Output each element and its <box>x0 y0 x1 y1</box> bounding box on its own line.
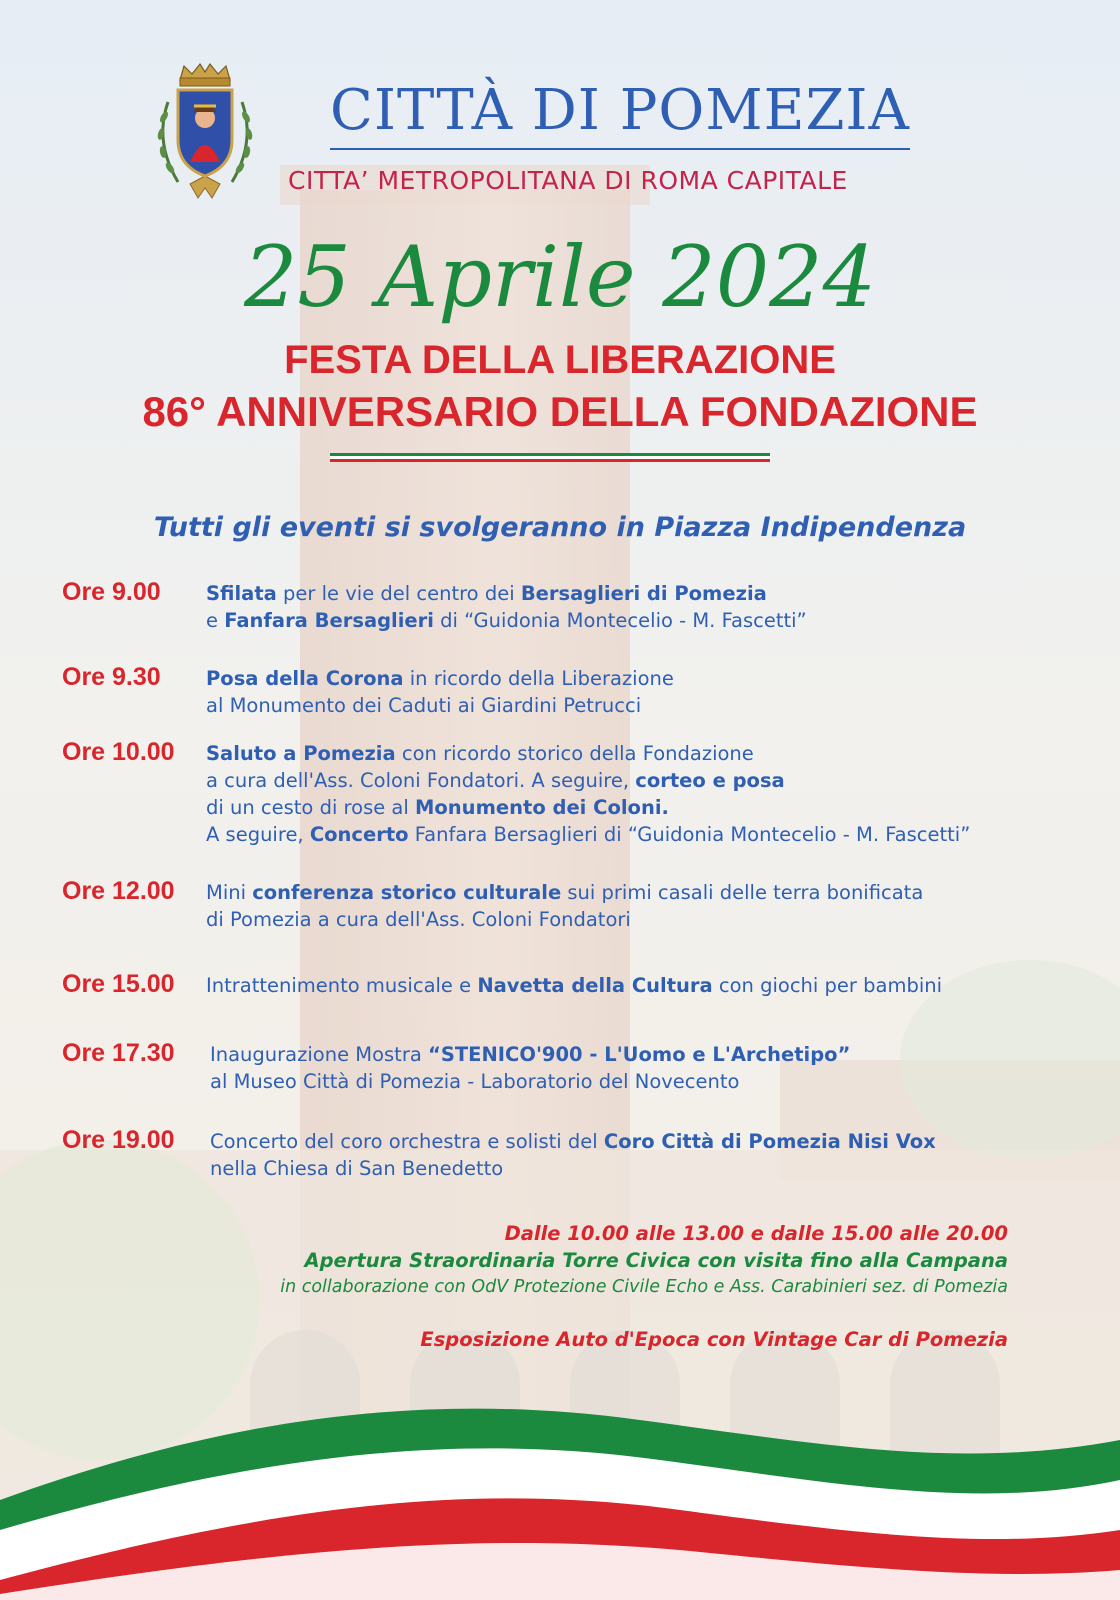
plain-text: Mini <box>206 881 253 904</box>
highlight-text: Sfilata <box>206 582 277 605</box>
plain-text: Concerto del coro orchestra e solisti del <box>210 1130 604 1153</box>
event-description-line <box>206 821 970 848</box>
vintage-car-exhibition: Esposizione Auto d'Epoca con Vintage Car di Pomezia <box>420 1328 1008 1351</box>
plain-text: Fanfara Bersaglieri di “Guidonia Montecelio - M. Fascetti” <box>408 823 971 846</box>
event-time: Ore 10.00 <box>62 738 175 766</box>
event-description-line <box>206 767 970 794</box>
plain-text: in ricordo della Liberazione <box>403 667 674 690</box>
event-time: Ore 9.30 <box>62 663 161 691</box>
event-description <box>206 665 674 719</box>
highlight-text: corteo e posa <box>635 769 785 792</box>
plain-text: per le vie del centro dei <box>276 582 521 605</box>
city-title: CITTÀ DI POMEZIA <box>330 78 910 143</box>
event-description-line <box>206 972 942 999</box>
highlight-text: Posa della Corona <box>206 667 404 690</box>
event-description <box>210 1128 936 1182</box>
collaboration-note: in collaborazione con OdV Protezione Civile Echo e Ass. Carabinieri sez. di Pomezia <box>280 1277 1008 1297</box>
event-description-line <box>210 1068 850 1095</box>
event-description <box>210 1041 850 1095</box>
location-note: Tutti gli eventi si svolgeranno in Piazza Indipendenza <box>153 512 967 543</box>
event-description <box>206 580 807 634</box>
event-description-line <box>206 580 807 607</box>
highlight-text: Bersaglieri di Pomezia <box>520 582 767 605</box>
highlight-text: Concerto <box>309 823 409 846</box>
event-description-line <box>206 692 674 719</box>
event-description-line <box>206 794 970 821</box>
tricolor-wave <box>0 1380 1120 1600</box>
event-description-line <box>206 607 807 634</box>
highlight-text: Coro Città di Pomezia Nisi Vox <box>603 1130 936 1153</box>
plain-text: di un cesto di rose al <box>206 796 415 819</box>
plain-text: sui primi casali delle terra bonificata <box>561 881 924 904</box>
plain-text: e <box>206 609 225 632</box>
plain-text: al Monumento dei Caduti ai Giardini Petrucci <box>206 694 642 717</box>
event-description-line <box>206 665 674 692</box>
headline-anniversario: 86° ANNIVERSARIO DELLA FONDAZIONE <box>142 388 978 435</box>
plain-text: con ricordo storico della Fondazione <box>395 742 754 765</box>
headline-liberazione: FESTA DELLA LIBERAZIONE <box>284 338 836 382</box>
tricolor-divider <box>330 453 770 462</box>
event-time: Ore 15.00 <box>62 970 175 998</box>
highlight-text: Navetta della Cultura <box>477 974 713 997</box>
event-time: Ore 17.30 <box>62 1039 175 1067</box>
title-underline <box>330 148 910 150</box>
event-description-line <box>206 740 970 767</box>
event-description-line <box>210 1041 850 1068</box>
tower-opening: Apertura Straordinaria Torre Civica con visita fino alla Campana <box>304 1249 1008 1272</box>
plain-text: al Museo Città di Pomezia - Laboratorio del Novecento <box>210 1070 740 1093</box>
plain-text: di “Guidonia Montecelio - M. Fascetti” <box>433 609 807 632</box>
event-time: Ore 12.00 <box>62 877 175 905</box>
event-description-line <box>206 906 923 933</box>
highlight-text: Saluto a Pomezia <box>206 742 396 765</box>
plain-text: con giochi per bambini <box>712 974 943 997</box>
plain-text: Intrattenimento musicale e <box>206 974 478 997</box>
event-time: Ore 19.00 <box>62 1126 175 1154</box>
event-description-line <box>206 879 923 906</box>
event-date: 25 Aprile 2024 <box>243 228 877 326</box>
plain-text: di Pomezia a cura dell'Ass. Coloni Fondatori <box>206 908 631 931</box>
plain-text: Inaugurazione Mostra <box>210 1043 428 1066</box>
plain-text: a cura dell'Ass. Coloni Fondatori. A seguire, <box>206 769 636 792</box>
event-time: Ore 9.00 <box>62 578 161 606</box>
event-description <box>206 972 942 999</box>
coat-of-arms-icon <box>150 62 260 202</box>
event-description-line <box>210 1128 936 1155</box>
plain-text: nella Chiesa di San Benedetto <box>210 1157 504 1180</box>
event-description <box>206 740 970 848</box>
event-description-line <box>210 1155 936 1182</box>
highlight-text: Fanfara Bersaglieri <box>224 609 434 632</box>
opening-hours: Dalle 10.00 alle 13.00 e dalle 15.00 alle 20.00 <box>504 1222 1008 1245</box>
highlight-text: conferenza storico culturale <box>252 881 562 904</box>
highlight-text: “STENICO'900 - L'Uomo e L'Archetipo” <box>428 1043 851 1066</box>
city-subtitle: CITTA’ METROPOLITANA DI ROMA CAPITALE <box>288 166 848 195</box>
highlight-text: Monumento dei Coloni. <box>415 796 669 819</box>
event-description <box>206 879 923 933</box>
plain-text: A seguire, <box>206 823 310 846</box>
